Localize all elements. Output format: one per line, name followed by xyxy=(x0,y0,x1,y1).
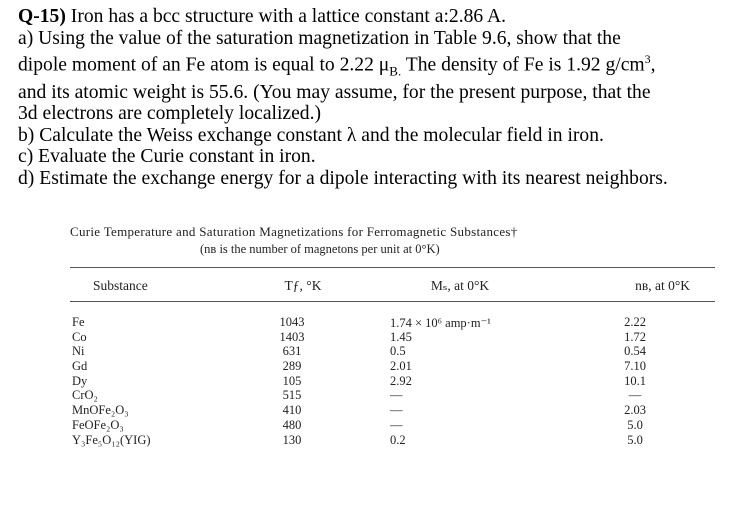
cell-saturation-magnetization: — xyxy=(390,417,403,432)
question-part-c: c) Evaluate the Curie constant in iron. xyxy=(18,146,316,168)
table-body xyxy=(0,315,750,447)
cell-substance: Dy xyxy=(72,373,88,388)
cell-curie-temp: 480 xyxy=(282,417,302,432)
question-line-4: and its atomic weight is 55.6. (You may assume, for the present purpose, that the xyxy=(18,81,651,103)
density-text: The density of Fe is 1.92 g/cm xyxy=(401,54,645,76)
header-curie-temp: Tƒ, °K xyxy=(284,278,322,293)
table-row xyxy=(0,344,750,359)
table-title: Curie Temperature and Saturation Magnetizations for Ferromagnetic Substances† xyxy=(70,224,518,239)
cell-saturation-magnetization: 1.45 xyxy=(390,329,412,344)
cell-saturation-magnetization: 2.92 xyxy=(390,373,412,388)
cell-curie-temp: 105 xyxy=(282,373,302,388)
question-part-d: d) Estimate the exchange energy for a dipole interacting with its nearest neighbors. xyxy=(18,167,668,189)
table-subtitle: (nʙ is the number of magnetons per unit at 0°K) xyxy=(200,242,440,256)
table-row xyxy=(0,433,750,448)
cell-curie-temp: 631 xyxy=(282,344,302,359)
question-intro: Iron has a bcc structure with a lattice constant a:2.86 A. xyxy=(65,6,507,27)
question-part-b: b) Calculate the Weiss exchange constant λ and the molecular field in iron. xyxy=(18,124,604,146)
cell-magnetons: 10.1 xyxy=(624,373,646,388)
cell-curie-temp: 1043 xyxy=(279,315,305,329)
question-line-1 xyxy=(18,6,743,28)
question-text xyxy=(18,6,743,189)
comma: , xyxy=(650,54,656,76)
table-row xyxy=(0,418,750,433)
cell-saturation-magnetization: 1.74 × 10⁶ amp·m⁻¹ xyxy=(390,316,491,330)
cell-magnetons: 2.22 xyxy=(624,315,646,329)
table-header-rule xyxy=(70,301,715,302)
table-row xyxy=(0,315,750,330)
question-line-3 xyxy=(18,49,743,82)
cell-saturation-magnetization: — xyxy=(390,388,403,403)
cell-substance: CrO₂ xyxy=(72,388,98,403)
cell-substance: Fe xyxy=(72,315,85,329)
cell-saturation-magnetization: 0.2 xyxy=(390,432,406,447)
mu-b-subscript: B. xyxy=(389,63,402,79)
cell-curie-temp: 1403 xyxy=(279,329,305,344)
cm-cubed-sup: 3 xyxy=(644,52,651,66)
cell-magnetons: 5.0 xyxy=(627,417,643,432)
cell-magnetons: 2.03 xyxy=(624,403,646,418)
cell-curie-temp: 130 xyxy=(282,432,302,447)
table-row xyxy=(0,403,750,418)
cell-curie-temp: 515 xyxy=(282,388,302,403)
cell-curie-temp: 289 xyxy=(282,359,302,374)
cell-substance: Co xyxy=(72,329,87,344)
table-row xyxy=(0,374,750,389)
question-number: Q-15) xyxy=(18,6,66,27)
cell-substance: Ni xyxy=(72,344,85,359)
header-saturation-magnetization: Mₛ, at 0°K xyxy=(430,278,490,293)
cell-curie-temp: 410 xyxy=(282,403,302,418)
cell-magnetons: 7.10 xyxy=(624,359,646,374)
cell-substance: Gd xyxy=(72,359,88,374)
cell-saturation-magnetization: — xyxy=(390,403,403,418)
table-top-rule xyxy=(70,267,715,268)
cell-magnetons: 0.54 xyxy=(624,344,646,359)
question-line-5: 3d electrons are completely localized.) xyxy=(18,103,322,125)
table-row xyxy=(0,388,750,403)
cell-saturation-magnetization: 2.01 xyxy=(390,359,412,374)
dipole-text: dipole moment of an Fe atom is equal to 2.22 μ xyxy=(18,54,390,76)
cell-magnetons: — xyxy=(628,388,642,403)
cell-magnetons: 1.72 xyxy=(624,329,646,344)
cell-magnetons: 5.0 xyxy=(627,432,643,447)
cell-substance: Y₃Fe₅O₁₂(YIG) xyxy=(72,432,151,447)
cell-substance: FeOFe₂O₃ xyxy=(72,417,124,432)
table-row xyxy=(0,330,750,345)
header-substance: Substance xyxy=(93,278,148,293)
cell-saturation-magnetization: 0.5 xyxy=(390,344,406,359)
cell-substance: MnOFe₂O₃ xyxy=(72,403,129,418)
table-row xyxy=(0,359,750,374)
header-magnetons: nʙ, at 0°K xyxy=(635,278,690,293)
question-line-2: a) Using the value of the saturation magnetization in Table 9.6, show that the xyxy=(18,27,621,49)
